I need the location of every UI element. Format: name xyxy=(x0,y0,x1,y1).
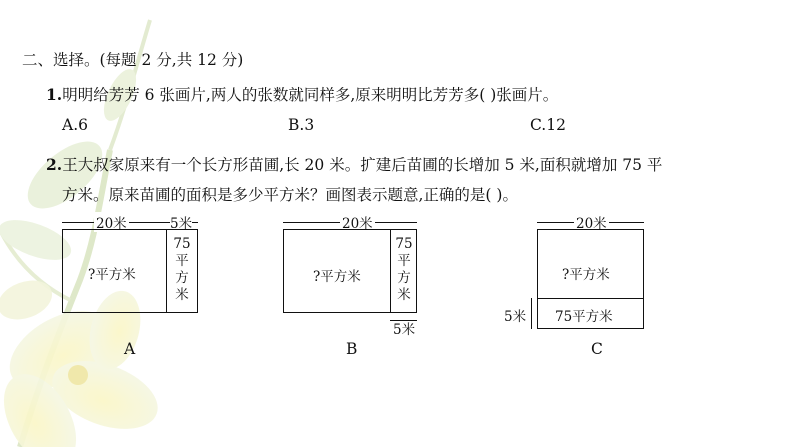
section-title: 二、选择。(每题 2 分,共 12 分) xyxy=(22,51,244,69)
question-1 xyxy=(46,83,558,105)
question-2-number: 2. xyxy=(46,155,63,174)
diagram-b-label: B xyxy=(346,340,358,358)
diagram-c-added-area: 75平方米 xyxy=(555,309,613,325)
diagram-b-length-label: 20米 xyxy=(340,212,375,232)
diagram-a-divider xyxy=(166,229,167,313)
diagram-c-add-label: 5米 xyxy=(504,309,527,325)
diagram-c-length-label: 20米 xyxy=(574,212,609,232)
diagram-b-unknown-area: ?平方米 xyxy=(313,269,361,285)
diagram-b-added-area: 75平方米 xyxy=(395,236,413,303)
question-1-number: 1. xyxy=(46,85,63,104)
diagram-a-add-label: 5米 xyxy=(170,212,192,232)
diagram-a-unknown-area: ?平方米 xyxy=(88,267,136,283)
question-2-line-2: 方米。原来苗圃的面积是多少平方米？画图表示题意,正确的是( )。 xyxy=(62,186,518,204)
q1-option-a: A.6 xyxy=(62,116,88,134)
q1-option-b: B.3 xyxy=(288,116,315,134)
diagram-c-unknown-area: ?平方米 xyxy=(562,267,610,283)
diagram-b-add-label: 5米 xyxy=(393,322,416,338)
question-2-text: 王大叔家原来有一个长方形苗圃,长 20 米。扩建后苗圃的长增加 5 米,面积就增加 75 平 xyxy=(62,156,663,174)
diagram-c-side-measure-line xyxy=(531,298,532,329)
diagram-b-divider xyxy=(390,229,391,313)
diagram-a-added-area: 75平方米 xyxy=(173,236,191,303)
diagram-a-length-label: 20米 xyxy=(94,212,129,232)
q1-option-c: C.12 xyxy=(530,116,566,134)
diagram-c-divider xyxy=(537,298,644,299)
question-2-line-1 xyxy=(46,153,662,175)
diagram-a-label: A xyxy=(124,340,136,358)
diagram-c-label: C xyxy=(591,340,603,358)
question-1-text: 明明给芳芳 6 张画片,两人的张数就同样多,原来明明比芳芳多( )张画片。 xyxy=(62,86,559,104)
